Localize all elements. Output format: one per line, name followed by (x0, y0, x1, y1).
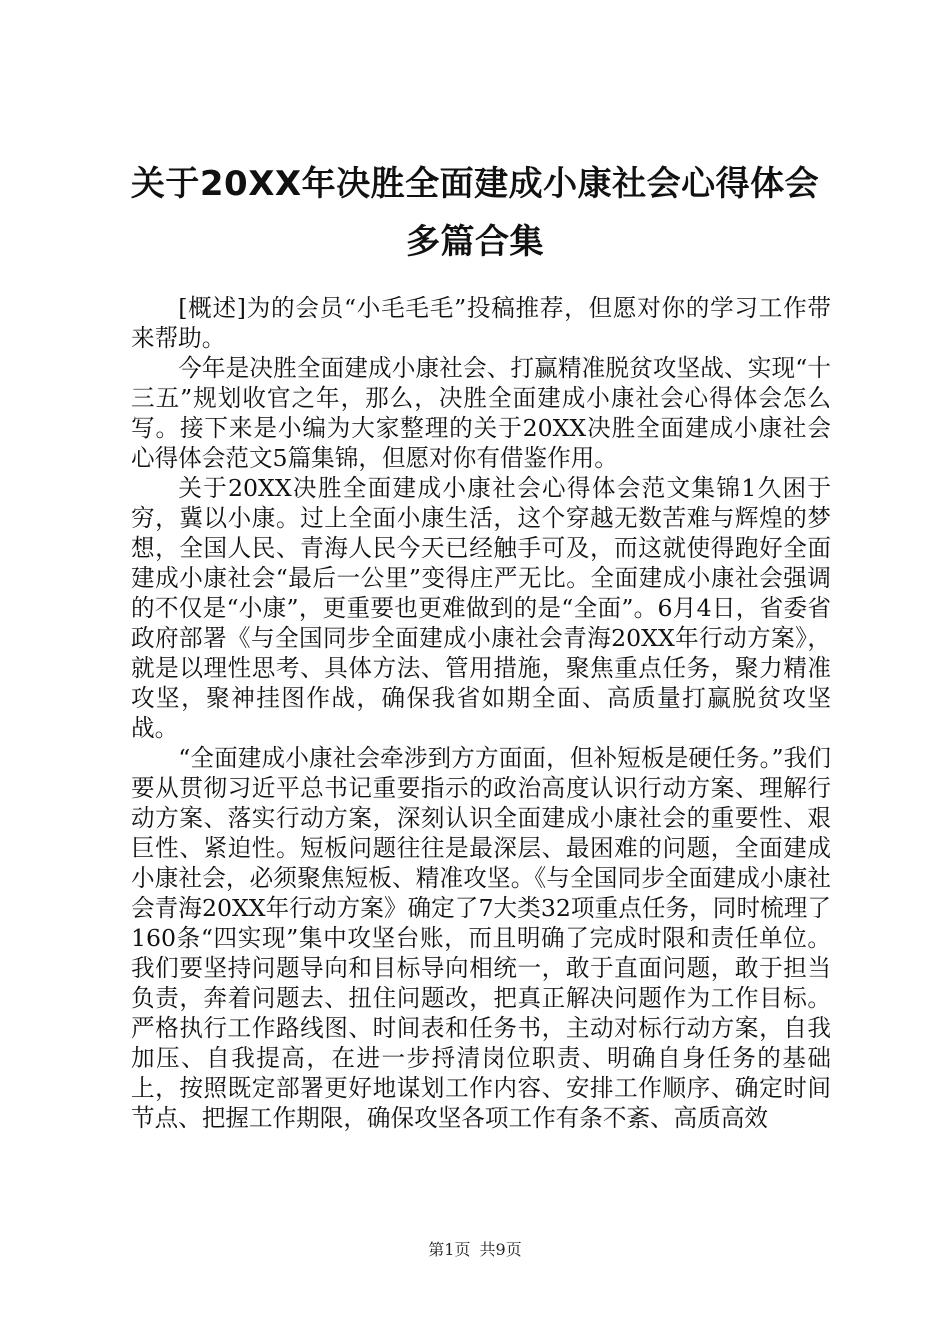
page-footer (0, 1240, 950, 1260)
document-title-line-2: 多篇合集 (406, 222, 544, 262)
page-total: 共9页 (479, 1240, 522, 1259)
document-title-line-1: 关于20XX年决胜全面建成小康社会心得体会 (130, 164, 820, 204)
page-number: 第1页 (428, 1240, 471, 1259)
paragraph-summary: [概述]为的会员“小毛毛毛”投稿推荐，但愿对你的学习工作带来帮助。 (131, 294, 831, 352)
document-body (131, 293, 831, 1133)
paragraph-essay-2: “全面建成小康社会牵涉到方方面面，但补短板是硬任务。”我们要从贯彻习近平总书记重要指示的政治高度认识行动方案、理解行动方案、落实行动方案，深刻认识全面建成小康社会的重要性、艰巨性、紧迫性。短板问题往往是最深层、最困难的问题，全面建成小康社会，必须聚焦短板、精准攻坚。《与全国同步全面建成小康社会青海20XX年行动方案》确定了7大类32项重点任务，同时梳理了160条“四实现”集中攻坚台账，而且明确了完成时限和责任单位。我们要坚持问题导向和目标导向相统一，敢于直面问题，敢于担当负责，奔着问题去、扭住问题改，把真正解决问题作为工作目标。严格执行工作路线图、时间表和任务书，主动对标行动方案，自我加压、自我提高，在进一步捋清岗位职责、明确自身任务的基础上，按照既定部署更好地谋划工作内容、安排工作顺序、确定时间节点、把握工作期限，确保攻坚各项工作有条不紊、高质高效 (131, 744, 831, 1132)
paragraph-essay-1: 关于20XX决胜全面建成小康社会心得体会范文集锦1久困于穷，冀以小康。过上全面小康生活，这个穿越无数苦难与辉煌的梦想，全国人民、青海人民今天已经触手可及，而这就使得跑好全面建成小康社会“最后一公里”变得庄严无比。全面建成小康社会强调的不仅是“小康”，更重要也更难做到的是“全面”。6月4日，省委省政府部署《与全国同步全面建成小康社会青海20XX年行动方案》，就是以理性思考、具体方法、管用措施，聚焦重点任务，聚力精准攻坚，聚神挂图作战，确保我省如期全面、高质量打赢脱贫攻坚战。 (131, 474, 831, 742)
paragraph-intro: 今年是决胜全面建成小康社会、打赢精准脱贫攻坚战、实现“十三五”规划收官之年，那么，决胜全面建成小康社会心得体会怎么写。接下来是小编为大家整理的关于20XX决胜全面建成小康社会心得体会范文5篇集锦，但愿对你有借鉴作用。 (131, 354, 831, 472)
